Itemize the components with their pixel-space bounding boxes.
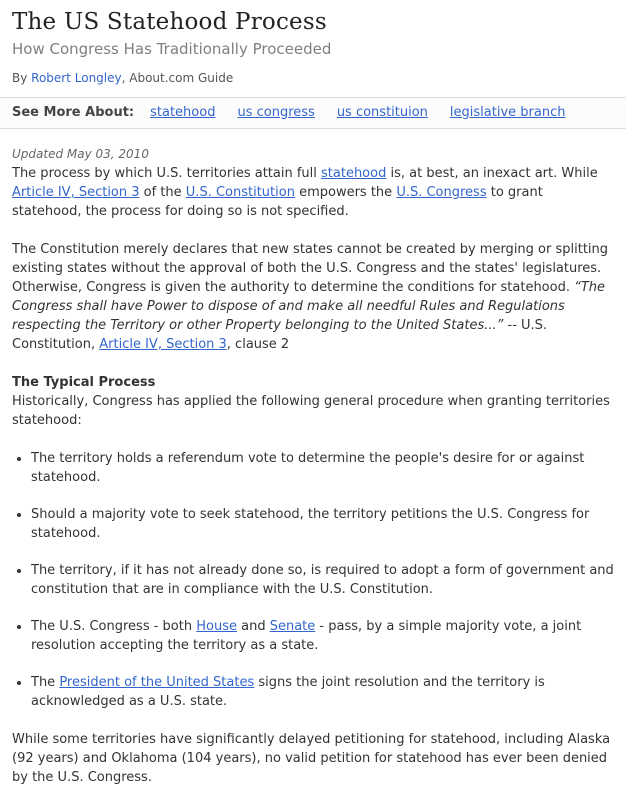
process-list: [12, 449, 614, 711]
text-run: The Constitution merely declares that new states cannot be created by merging or splitting existing states without the approval of both the U.S. Congress and the states' legislatures. Otherwise, Congress is given the authority to determine the conditions for statehood.: [12, 242, 609, 295]
text-run: The: [31, 675, 60, 690]
paragraph-constitution: [12, 240, 614, 354]
text-run: of the: [139, 185, 186, 200]
list-item: [31, 505, 614, 543]
text-run: - pass, by a simple majority vote, a joint resolution accepting the territory as a state.: [31, 619, 582, 653]
text-run: “The Congress shall have Power to dispose of and make all needful Rules and Regulations respecting the Territory or other Property belonging to the United States...”: [12, 280, 606, 333]
text-run: The territory, if it has not already done so, is required to adopt a form of government and constitution that are in compliance with the U.S. Constitution.: [31, 563, 614, 597]
text-run: The territory holds a referendum vote to determine the people's desire for or against statehood.: [31, 451, 585, 485]
see-more-link[interactable]: us congress: [237, 105, 315, 120]
inline-link[interactable]: President of the United States: [59, 675, 255, 690]
inline-link[interactable]: statehood: [321, 166, 387, 181]
see-more-label: See More About:: [12, 105, 135, 120]
text-run: -- U.S. Constitution,: [12, 318, 548, 352]
see-more-link[interactable]: statehood: [150, 105, 216, 120]
see-more-link[interactable]: us constituion: [336, 105, 428, 120]
text-run: The U.S. Congress - both: [31, 619, 197, 634]
list-item: [31, 673, 614, 711]
see-more-link[interactable]: legislative branch: [449, 105, 566, 120]
text-run: , clause 2: [226, 337, 290, 352]
paragraph-list-intro: Historically, Congress has applied the following general procedure when granting territories statehood:: [12, 394, 610, 428]
byline: [12, 71, 614, 85]
text-run: and: [236, 619, 270, 634]
list-item: [31, 449, 614, 487]
text-run: The process by which U.S. territories attain full: [12, 166, 322, 181]
page-subtitle: How Congress Has Traditionally Proceeded: [12, 40, 332, 58]
byline-prefix: By: [12, 71, 32, 85]
byline-suffix: , About.com Guide: [121, 71, 234, 85]
see-more-bar: [0, 97, 626, 129]
article-header: [0, 0, 626, 85]
section-heading: The Typical Process: [12, 375, 156, 390]
paragraph-closing: [12, 730, 614, 787]
article-body: [0, 129, 626, 797]
text-run: signs the joint resolution and the territory is acknowledged as a U.S. state.: [31, 675, 545, 709]
list-item: [31, 561, 614, 599]
text-run: Should a majority vote to seek statehood, the territory petitions the U.S. Congress for statehood.: [31, 507, 590, 541]
list-item: [31, 617, 614, 655]
page-title: The US Statehood Process: [12, 9, 327, 35]
updated-date: Updated May 03, 2010: [12, 147, 149, 161]
inline-link[interactable]: U.S. Congress: [396, 185, 487, 200]
inline-link[interactable]: Senate: [269, 619, 316, 634]
see-more-links: [150, 105, 587, 120]
inline-link[interactable]: House: [196, 619, 237, 634]
inline-link[interactable]: U.S. Constitution: [185, 185, 295, 200]
text-run: While some territories have significantly delayed petitioning for statehood, including Alaska (92 years) and Oklahoma (104 years), no valid petition for statehood has ever been denied by the U.S. Congress.: [12, 732, 611, 785]
text-run: is, at best, an inexact art. While: [386, 166, 598, 181]
text-run: empowers the: [294, 185, 397, 200]
inline-link[interactable]: Article IV, Section 3: [99, 337, 227, 352]
author-link[interactable]: Robert Longley: [31, 71, 122, 85]
paragraph-intro-process: [12, 164, 614, 221]
text-run: to grant statehood, the process for doing so is not specified.: [12, 185, 543, 219]
inline-link[interactable]: Article IV, Section 3: [12, 185, 140, 200]
